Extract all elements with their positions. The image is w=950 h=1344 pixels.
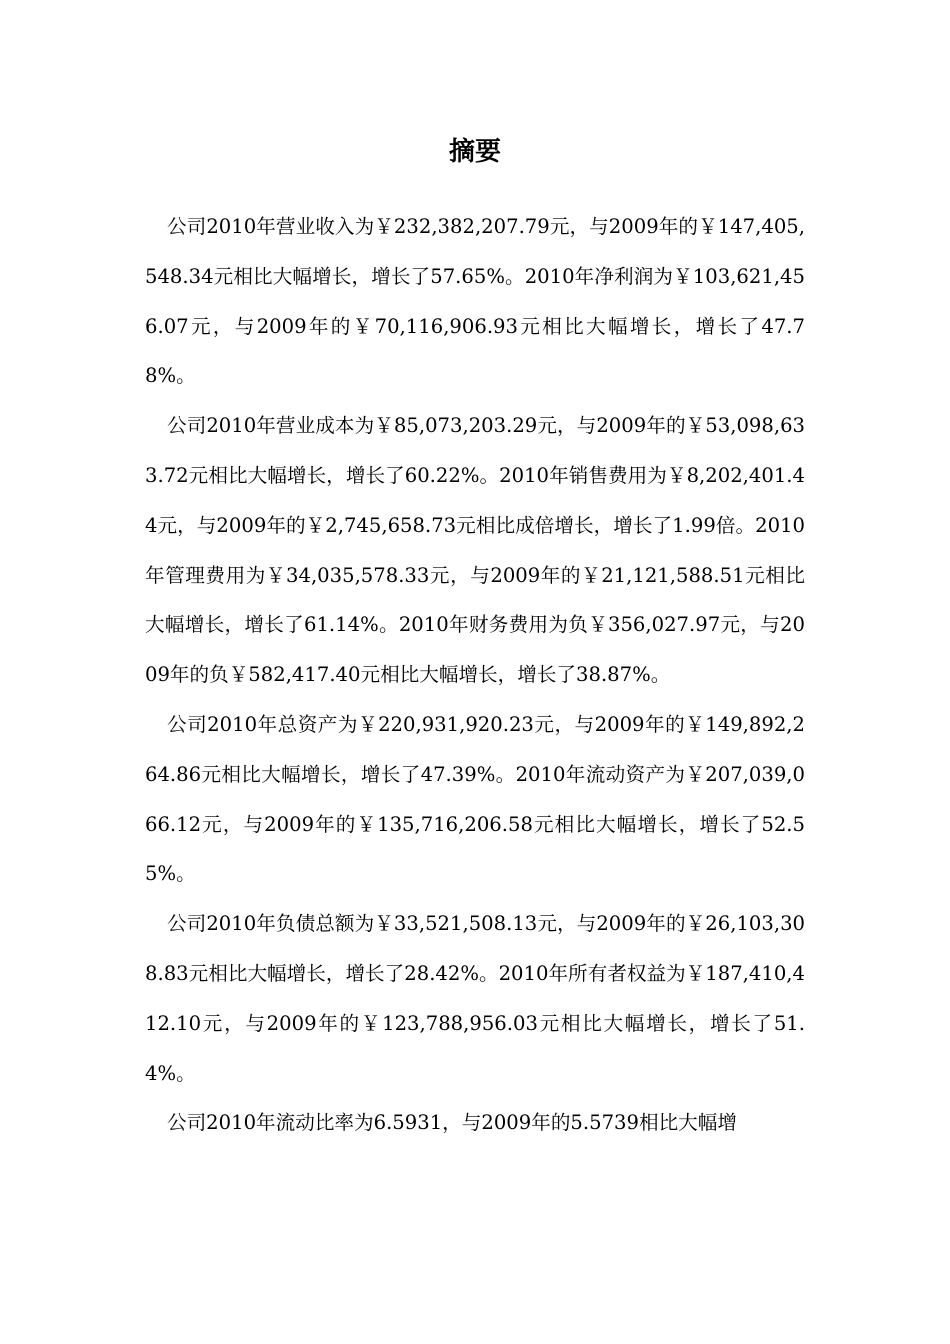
- paragraph-revenue-profit: 公司2010年营业收入为￥232,382,207.79元，与2009年的￥147,405,548.34元相比大幅增长，增长了57.65%。2010年净利润为￥103,621,456.07元，与2009年的￥70,116,906.93元相比大幅增长，增长了47.78%。: [145, 215, 805, 388]
- paragraph-costs-expenses: 公司2010年营业成本为￥85,073,203.29元，与2009年的￥53,098,633.72元相比大幅增长，增长了60.22%。2010年销售费用为￥8,202,401.44元，与2009年的￥2,745,658.73元相比成倍增长，增长了1.99倍。2010年管理费用为￥34,035,578.33元，与2009年的￥21,121,588.51元相比大幅增长，增长了61.14%。2010年财务费用为负￥356,027.97元，与2009年的负￥582,417.40元相比大幅增长，增长了38.87%。: [145, 414, 805, 687]
- page-title: 摘要: [448, 137, 501, 167]
- paragraph-assets: 公司2010年总资产为￥220,931,920.23元，与2009年的￥149,892,264.86元相比大幅增长，增长了47.39%。2010年流动资产为￥207,039,066.12元，与2009年的￥135,716,206.58元相比大幅增长，增长了52.55%。: [145, 712, 805, 886]
- document-body: [145, 202, 805, 1148]
- paragraph-liabilities-equity: 公司2010年负债总额为￥33,521,508.13元，与2009年的￥26,103,308.83元相比大幅增长，增长了28.42%。2010年所有者权益为￥187,410,412.10元，与2009年的￥123,788,956.03元相比大幅增长，增长了51.4%。: [145, 912, 805, 1085]
- paragraph-current-ratio: 公司2010年流动比率为6.5931，与2009年的5.5739相比大幅增: [167, 1111, 737, 1135]
